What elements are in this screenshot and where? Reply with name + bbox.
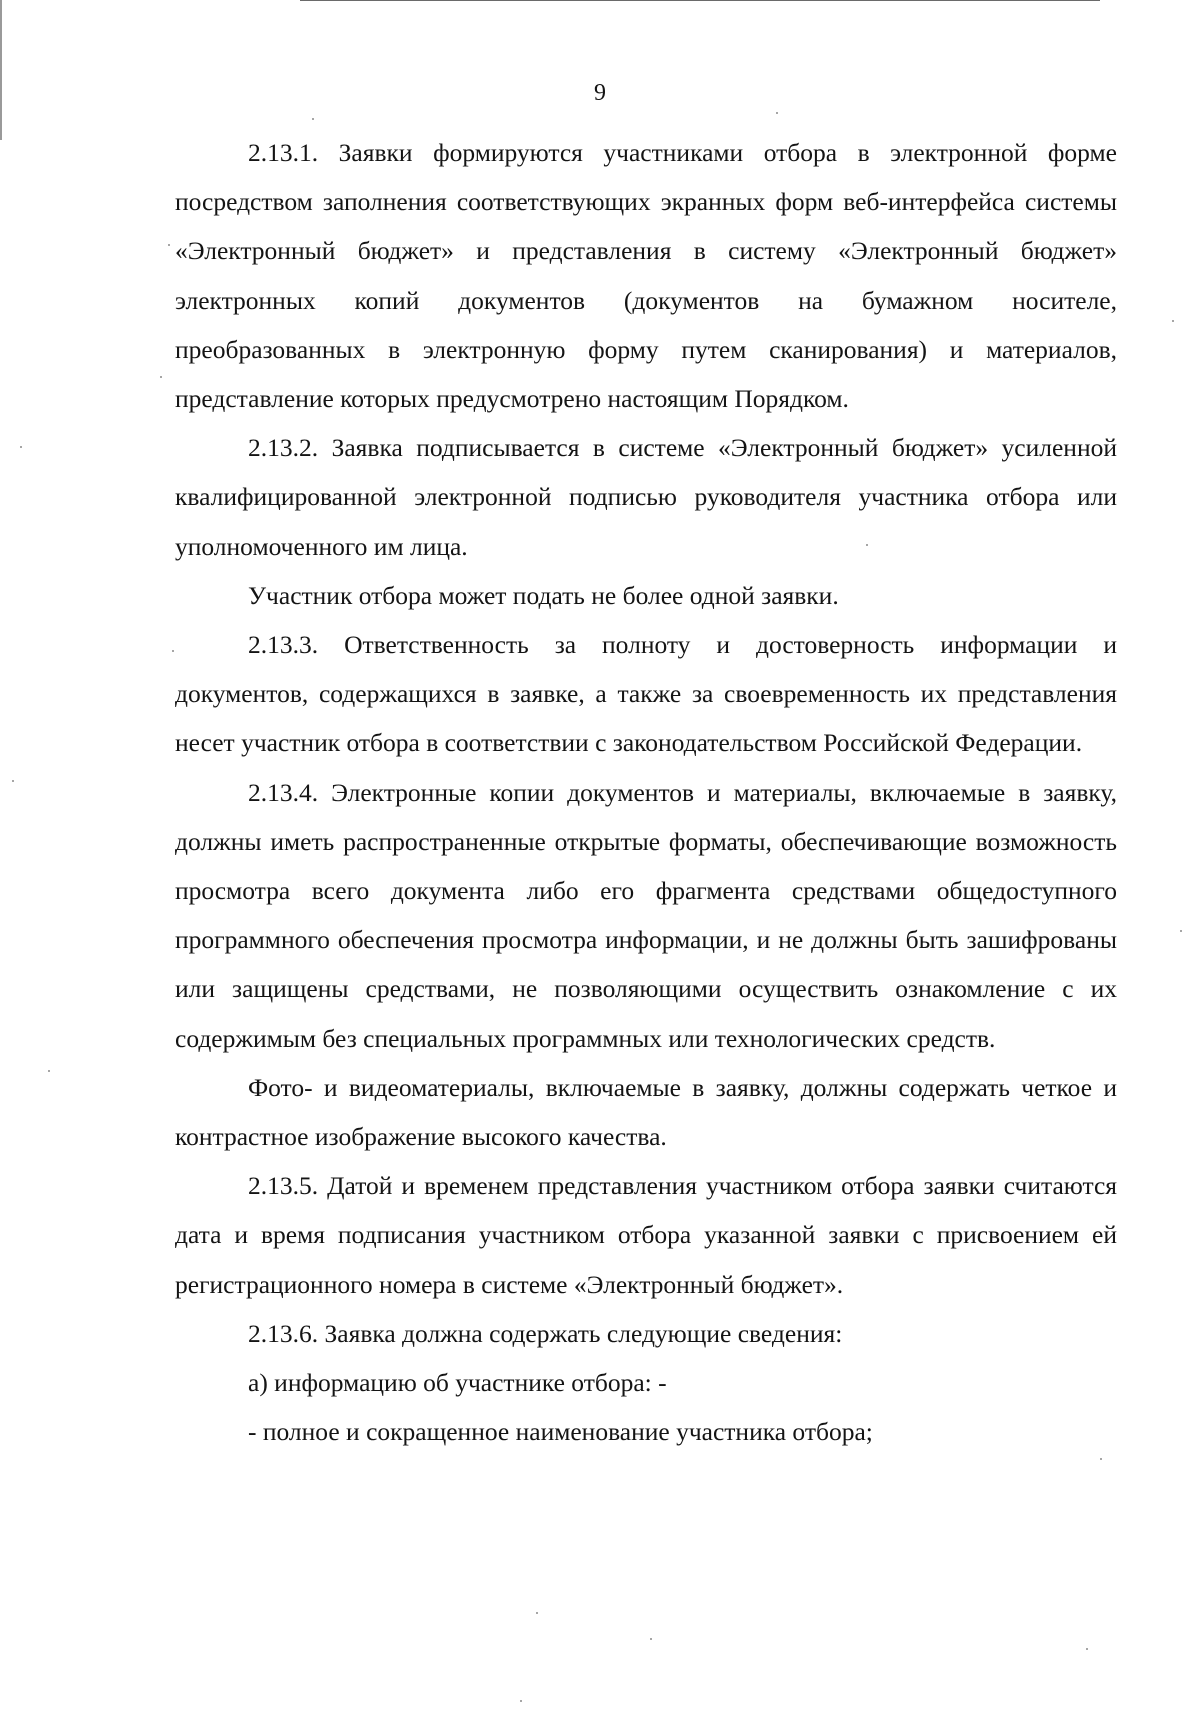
paragraph-full-short-name: - полное и сокращенное наименование участника отбора; <box>248 1417 873 1447</box>
scan-speck <box>520 1700 522 1702</box>
paragraph-single-application: Участник отбора может подать не более одной заявки. <box>248 580 839 610</box>
paragraph-2-13-6: 2.13.6. Заявка должна содержать следующие сведения: <box>248 1318 843 1348</box>
paragraph-2-13-4: 2.13.4. Электронные копии документов и материалы, включаемые в заявку, должны иметь распространенные открытые форматы, обеспечивающие возможность просмотра всего документа либо его фрагмента средствами общедоступного программного обеспечения просмотра информации, и не должны быть зашифрованы или защищены средствами, не позволяющими осуществить ознакомление с их содержимым без специальных программных или технологических средств. <box>175 777 1117 1053</box>
paragraph-2-13-3: 2.13.3. Ответственность за полноту и достоверность информации и документов, содержащихся в заявке, а также за своевременность их представления несет участник отбора в соответствии с законодательством Российской Федерации. <box>175 630 1117 758</box>
scan-speck <box>1180 930 1182 932</box>
scan-speck <box>20 446 22 448</box>
scan-speck <box>312 118 314 120</box>
scan-speck <box>168 244 170 246</box>
paragraph-2-13-5: 2.13.5. Датой и временем представления участником отбора заявки считаются дата и время подписания участником отбора указанной заявки с присвоением ей регистрационного номера в системе «Электронный бюджет». <box>175 1171 1117 1299</box>
scan-speck <box>1172 320 1174 322</box>
scan-speck <box>1086 1648 1088 1650</box>
paragraph-item-a: а) информацию об участнике отбора: - <box>248 1368 667 1398</box>
scan-speck <box>48 1070 50 1072</box>
paragraph-2-13-1: 2.13.1. Заявки формируются участниками отбора в электронной форме посредством заполнения соответствующих экранных форм веб-интерфейса системы «Электронный бюджет» и представления в систему «Электронный бюджет» электронных копий документов (документов на бумажном носителе, преобразованных в электронную форму путем сканирования) и материалов, представление которых предусмотрено настоящим Порядком. <box>175 138 1117 414</box>
scan-speck <box>172 650 174 652</box>
scan-speck <box>650 1638 652 1640</box>
scan-speck <box>536 1612 538 1614</box>
scan-speck <box>776 112 778 114</box>
document-body <box>175 128 1117 1456</box>
scan-edge-top <box>300 0 1100 1</box>
scan-speck <box>866 544 868 546</box>
scan-speck <box>12 780 14 782</box>
page-number: 9 <box>594 80 606 106</box>
paragraph-2-13-2: 2.13.2. Заявка подписывается в системе «Электронный бюджет» усиленной квалифицированной электронной подписью руководителя участника отбора или уполномоченного им лица. <box>175 433 1117 561</box>
scan-edge-left <box>0 0 2 140</box>
scan-speck <box>1100 1458 1102 1460</box>
scan-speck <box>160 376 162 378</box>
paragraph-photo-video: Фото- и видеоматериалы, включаемые в заявку, должны содержать четкое и контрастное изображение высокого качества. <box>175 1072 1117 1152</box>
